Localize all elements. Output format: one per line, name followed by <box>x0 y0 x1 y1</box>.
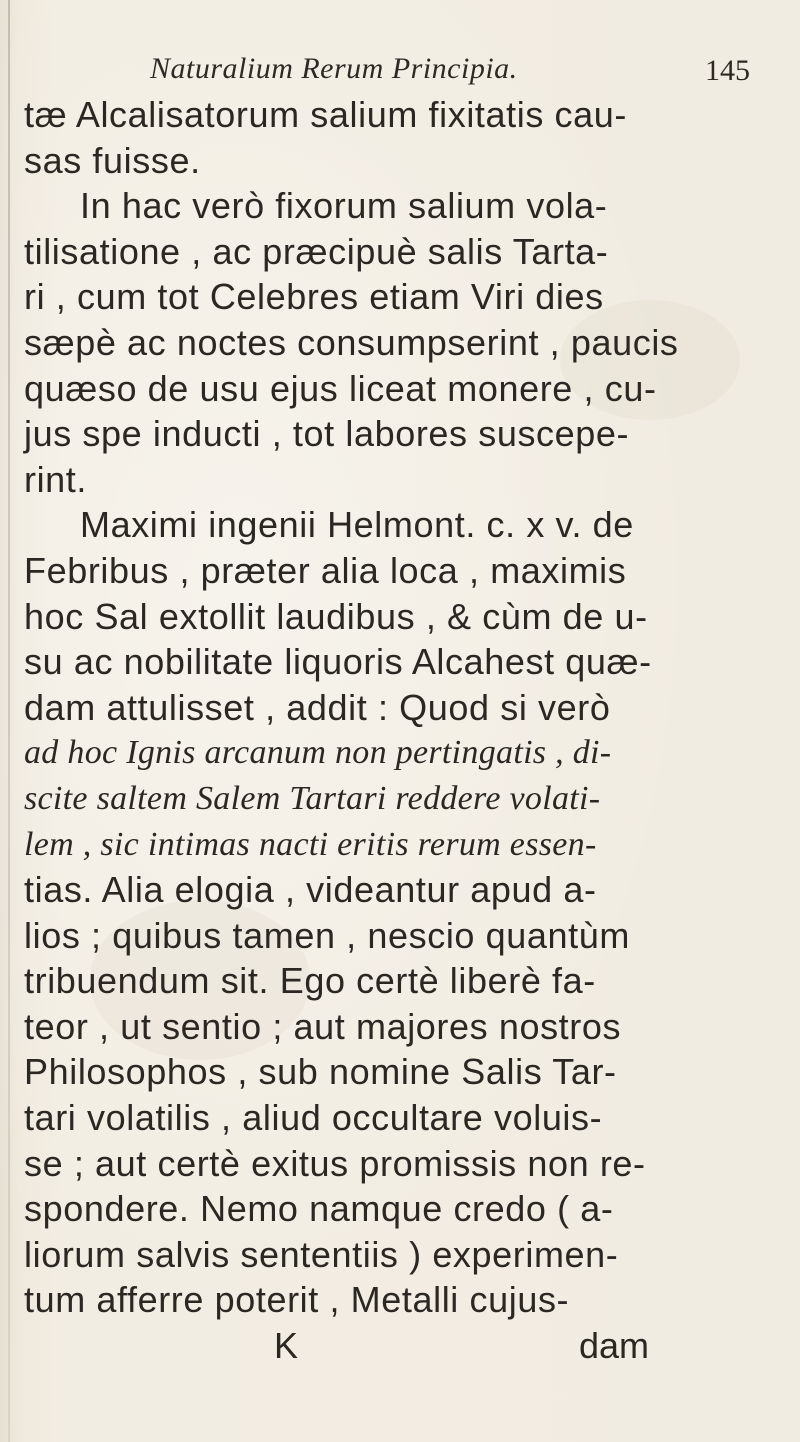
running-head <box>150 52 750 92</box>
italic-quote-line: ad hoc Ignis arcanum non pertingatis , di- <box>24 734 612 772</box>
text-line: hoc Sal extollit laudibus , & cùm de u- <box>24 595 648 637</box>
text-line: sas fuisse. <box>24 139 201 181</box>
catchword: dam <box>579 1325 650 1367</box>
text-line: tribuendum sit. Ego certè liberè fa- <box>24 960 596 1002</box>
text-line: tari volatilis , aliud occultare voluis- <box>24 1097 603 1139</box>
signature-mark: K <box>274 1325 299 1367</box>
text-line: spondere. Nemo namque credo ( a- <box>24 1188 614 1230</box>
text-line: tæ Alcalisatorum salium fixitatis cau- <box>24 94 627 135</box>
page-number: 145 <box>705 54 750 87</box>
text-line: Febribus , præter alia loca , maximis <box>24 549 627 591</box>
text-line: tilisatione , ac præcipuè salis Tarta- <box>24 230 609 272</box>
text-line: dam attulisset , addit : Quod si verò <box>24 686 611 728</box>
body-text <box>24 92 764 1369</box>
text-line: liorum salvis sententiis ) experimen- <box>24 1233 619 1275</box>
text-line: rint. <box>24 458 88 500</box>
footer-line <box>24 1323 764 1369</box>
text-line: quæso de usu ejus liceat monere , cu- <box>24 367 657 409</box>
text-line: se ; aut certè exitus promissis non re- <box>24 1142 646 1184</box>
text-line: Philosophos , sub nomine Salis Tar- <box>24 1051 617 1093</box>
text-line: tum afferre poterit , Metalli cujus- <box>24 1279 570 1321</box>
text-line: jus spe inducti , tot labores suscepe- <box>24 413 630 455</box>
italic-quote-line: scite saltem Salem Tartari reddere volati- <box>24 779 601 817</box>
text-line: ri , cum tot Celebres etiam Viri dies <box>24 276 604 318</box>
text-line: su ac nobilitate liquoris Alcahest quæ- <box>24 641 652 683</box>
running-title: Naturalium Rerum Principia. <box>150 52 518 85</box>
text-line: tias. Alia elogia , videantur apud a- <box>24 869 597 911</box>
text-line: teor , ut sentio ; aut majores nostros <box>24 1005 622 1047</box>
binding-gutter <box>8 0 10 1442</box>
italic-quote-line: lem , sic intimas nacti eritis rerum essen- <box>24 825 597 863</box>
paragraph-start-line: Maximi ingenii Helmont. c. x v. de <box>80 504 634 546</box>
text-line: lios ; quibus tamen , nescio quantùm <box>24 914 630 956</box>
paragraph-start-line: In hac verò fixorum salium vola- <box>80 185 608 227</box>
text-line: sæpè ac noctes consumpserint , paucis <box>24 321 679 363</box>
